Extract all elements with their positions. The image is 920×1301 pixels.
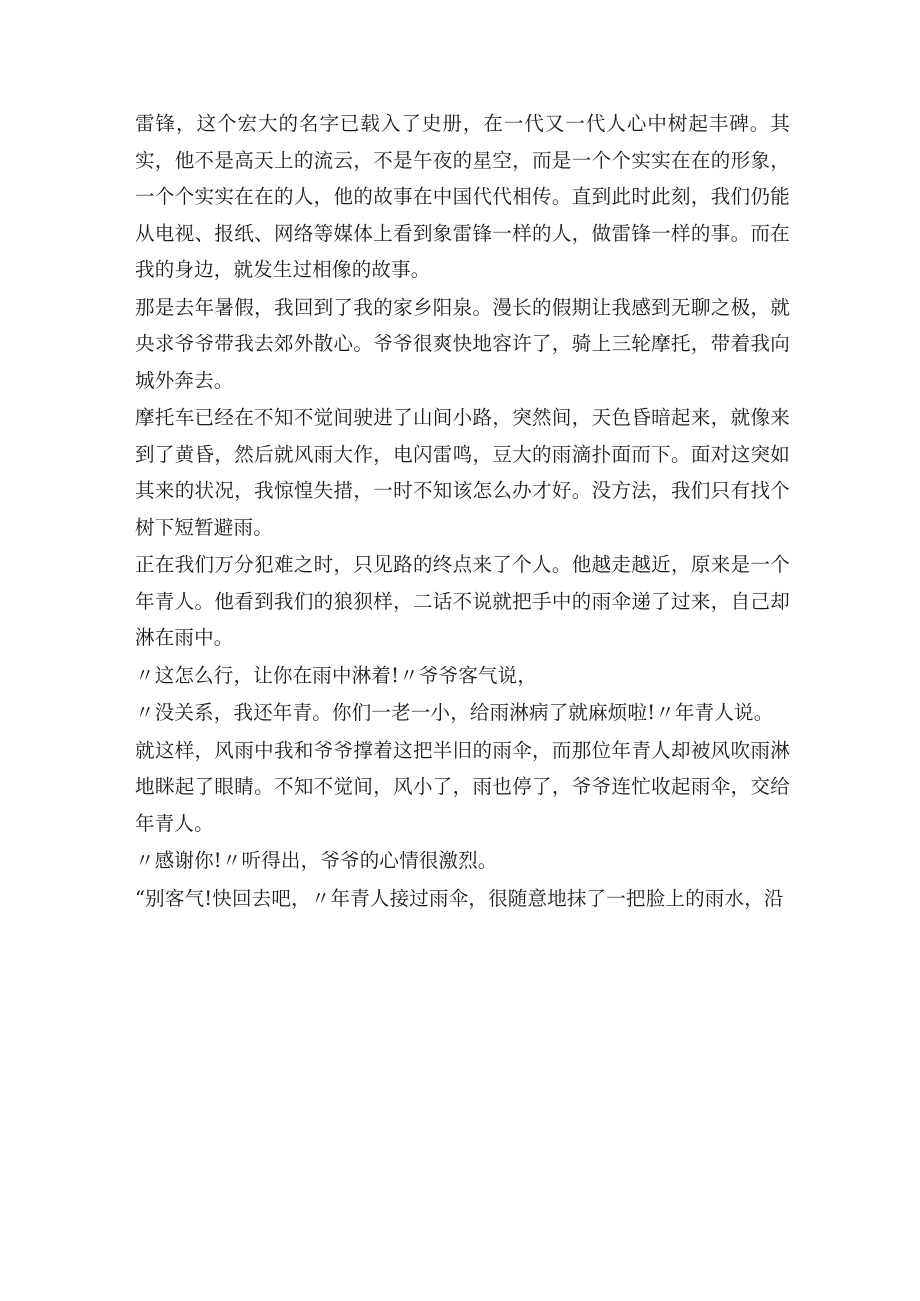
paragraph-3: 摩托车已经在不知不觉间驶进了山间小路，突然间，天色昏暗起来，就像来到了黄昏，然后就风雨大作，电闪雷鸣，豆大的雨滴扑面而下。面对这突如其来的状况，我惊惶失措，一时不知该怎么办才好。没方法，我们只有找个树下短暂避雨。 [135,406,790,539]
paragraph-2: 那是去年暑假，我回到了我的家乡阳泉。漫长的假期让我感到无聊之极，就央求爷爷带我去郊外散心。爷爷很爽快地容许了，骑上三轮摩托，带着我向城外奔去。 [135,295,790,392]
paragraph-4: 正在我们万分犯难之时，只见路的终点来了个人。他越走越近，原来是一个年青人。他看到我们的狼狈样，二话不说就把手中的雨伞递了过来，自己却淋在雨中。 [135,553,790,649]
paragraph-8: 〃感谢你!〃听得出，爷爷的心情很激烈。 [135,849,498,872]
paragraph-5: 〃这怎么行，让你在雨中淋着!〃爷爷客气说， [135,663,538,687]
document-body [135,106,790,917]
paragraph-6: 〃没关系，我还年青。你们一老一小，给雨淋病了就麻烦啦!〃年青人说。 [135,701,774,724]
paragraph-7: 就这样，风雨中我和爷爷撑着这把半旧的雨伞，而那位年青人却被风吹雨淋地眯起了眼睛。不知不觉间，风小了，雨也停了，爷爷连忙收起雨伞，交给年青人。 [135,738,790,835]
paragraph-9: “别客气!快回去吧，〃年青人接过雨伞，很随意地抹了一把脸上的雨水，沿 [135,886,784,910]
paragraph-1: 雷锋，这个宏大的名字已载入了史册，在一代又一代人心中树起丰碑。其实，他不是高天上的流云，不是午夜的星空，而是一个个实实在在的形象，一个个实实在在的人，他的故事在中国代代相传。直到此时此刻，我们仍能从电视、报纸、网络等媒体上看到象雷锋一样的人，做雷锋一样的事。而在我的身边，就发生过相像的故事。 [135,112,790,281]
